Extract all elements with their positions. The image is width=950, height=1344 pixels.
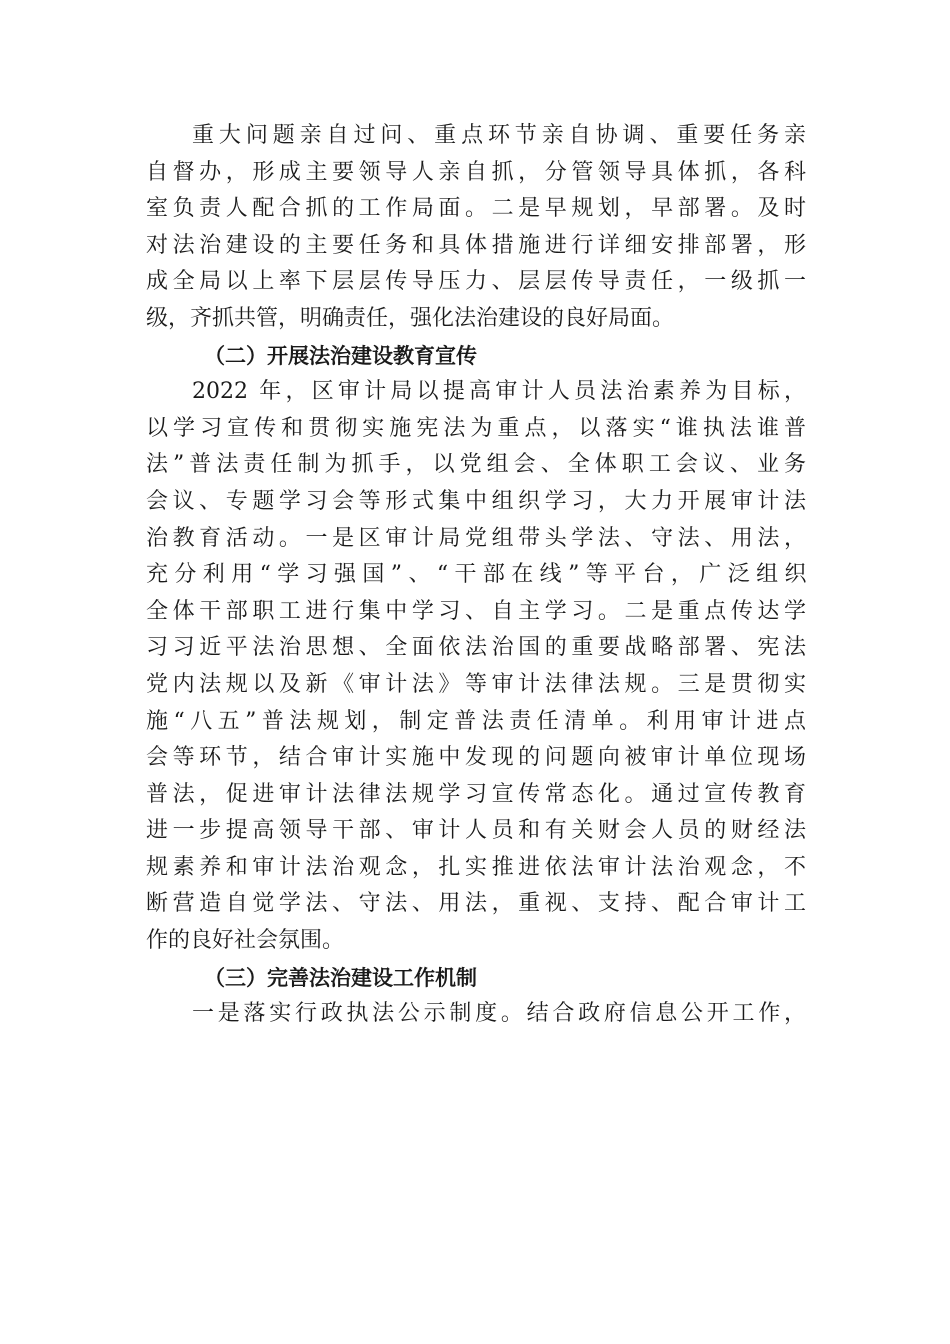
text-line-last: 级，齐抓共管，明确责任，强化法治建设的良好局面。 <box>146 305 675 331</box>
text-line: 习习近平法治思想、全面依法治国的重要战略部署、宪法 <box>146 635 806 661</box>
text-line: 施“八五”普法规划，制定普法责任清单。利用审计进点 <box>146 708 806 734</box>
text-line: 自督办，形成主要领导人亲自抓，分管领导具体抓，各科 <box>146 159 806 185</box>
text-line: 成全局以上率下层层传导压力、层层传导责任，一级抓一 <box>146 269 806 295</box>
text-line: 普法，促进审计法律法规学习宣传常态化。通过宣传教育 <box>146 781 806 807</box>
text-line: 会议、专题学习会等形式集中组织学习，大力开展审计法 <box>146 488 806 514</box>
text-line: 以学习宣传和贯彻实施宪法为重点，以落实“谁执法谁普 <box>146 415 806 441</box>
text-line: 法”普法责任制为抓手，以党组会、全体职工会议、业务 <box>146 452 806 478</box>
section-heading-2: （二）开展法治建设教育宣传 <box>204 343 477 368</box>
document-body <box>146 118 806 1033</box>
text-line: 一是落实行政执法公示制度。结合政府信息公开工作， <box>192 1001 806 1027</box>
text-line: 2022 年，区审计局以提高审计人员法治素养为目标， <box>192 379 806 405</box>
text-line: 会等环节，结合审计实施中发现的问题向被审计单位现场 <box>146 745 806 771</box>
section-heading-3: （三）完善法治建设工作机制 <box>204 965 477 990</box>
text-line: 充分利用“学习强国”、“干部在线”等平台，广泛组织 <box>146 562 806 588</box>
text-line: 重大问题亲自过问、重点环节亲自协调、重要任务亲 <box>192 123 806 148</box>
text-line: 治教育活动。一是区审计局党组带头学法、守法、用法， <box>146 525 806 551</box>
text-line: 对法治建设的主要任务和具体措施进行详细安排部署，形 <box>146 232 806 258</box>
text-line: 进一步提高领导干部、审计人员和有关财会人员的财经法 <box>146 818 806 844</box>
text-line: 室负责人配合抓的工作局面。二是早规划，早部署。及时 <box>146 196 806 222</box>
text-line: 全体干部职工进行集中学习、自主学习。二是重点传达学 <box>146 598 806 624</box>
text-line: 党内法规以及新《审计法》等审计法律法规。三是贯彻实 <box>146 671 806 697</box>
text-line-last: 作的良好社会氛围。 <box>146 928 345 954</box>
text-line: 规素养和审计法治观念，扎实推进依法审计法治观念，不 <box>146 854 806 880</box>
text-line: 断营造自觉学法、守法、用法，重视、支持、配合审计工 <box>146 891 806 917</box>
